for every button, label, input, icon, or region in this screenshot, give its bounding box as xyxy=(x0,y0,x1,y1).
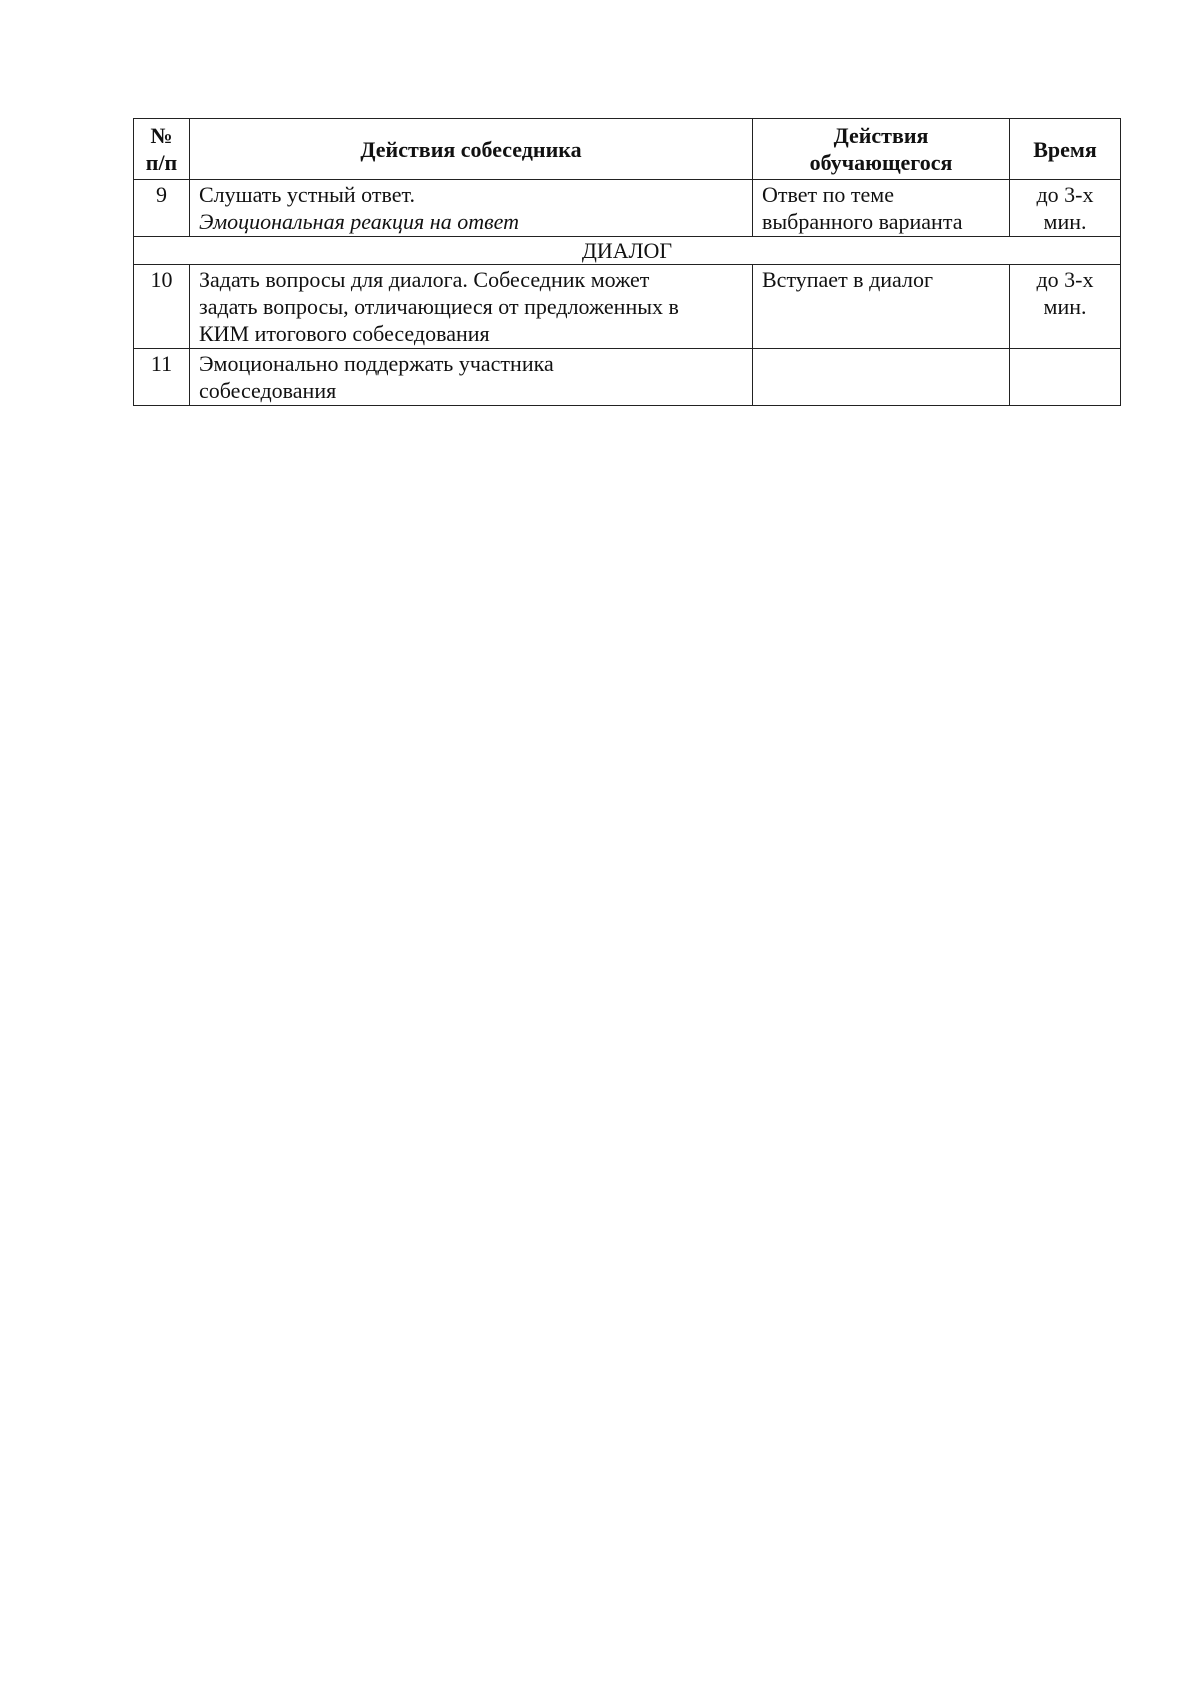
time-value: до 3-х xyxy=(1036,182,1094,207)
student-action-cell xyxy=(753,265,1010,349)
student-action-cell-empty xyxy=(753,349,1010,406)
interviewer-action-line2: собеседования xyxy=(199,378,337,403)
interviewer-action-cell xyxy=(190,180,753,237)
time-cell xyxy=(1010,180,1121,237)
interviewer-action-text: Слушать устный ответ. xyxy=(199,182,415,207)
procedure-table xyxy=(133,118,1121,406)
time-cell-empty xyxy=(1010,349,1121,406)
interviewer-action-line2: задать вопросы, отличающиеся от предложенных в xyxy=(199,294,679,319)
row-number: 10 xyxy=(134,265,190,349)
time-cell xyxy=(1010,265,1121,349)
header-time: Время xyxy=(1010,119,1121,180)
header-student-actions-line2: обучающегося xyxy=(809,150,953,175)
table-row xyxy=(134,265,1121,349)
time-value: до 3-х xyxy=(1036,267,1094,292)
interviewer-action-line1: Задать вопросы для диалога. Собеседник может xyxy=(199,267,650,292)
interviewer-action-cell xyxy=(190,265,753,349)
time-unit: мин. xyxy=(1043,209,1087,234)
time-unit: мин. xyxy=(1043,294,1087,319)
table-row xyxy=(134,349,1121,406)
interviewer-action-line1: Эмоционально поддержать участника xyxy=(199,351,554,376)
section-row xyxy=(134,237,1121,265)
header-number-symbol: № xyxy=(150,123,173,148)
student-action-line1: Ответ по теме xyxy=(762,182,894,207)
interviewer-action-note: Эмоциональная реакция на ответ xyxy=(199,209,519,234)
student-action-line1: Вступает в диалог xyxy=(762,267,933,292)
student-action-cell xyxy=(753,180,1010,237)
section-title-dialog: ДИАЛОГ xyxy=(134,237,1121,265)
header-interviewer-actions: Действия собеседника xyxy=(190,119,753,180)
table-row xyxy=(134,180,1121,237)
interviewer-action-line3: КИМ итогового собеседования xyxy=(199,321,490,346)
header-student-actions xyxy=(753,119,1010,180)
header-student-actions-line1: Действия xyxy=(833,123,929,148)
table-header-row xyxy=(134,119,1121,180)
row-number: 11 xyxy=(134,349,190,406)
row-number: 9 xyxy=(134,180,190,237)
student-action-line2: выбранного варианта xyxy=(762,209,963,234)
interviewer-action-cell xyxy=(190,349,753,406)
header-number-abbr: п/п xyxy=(145,150,178,175)
header-number xyxy=(134,119,190,180)
